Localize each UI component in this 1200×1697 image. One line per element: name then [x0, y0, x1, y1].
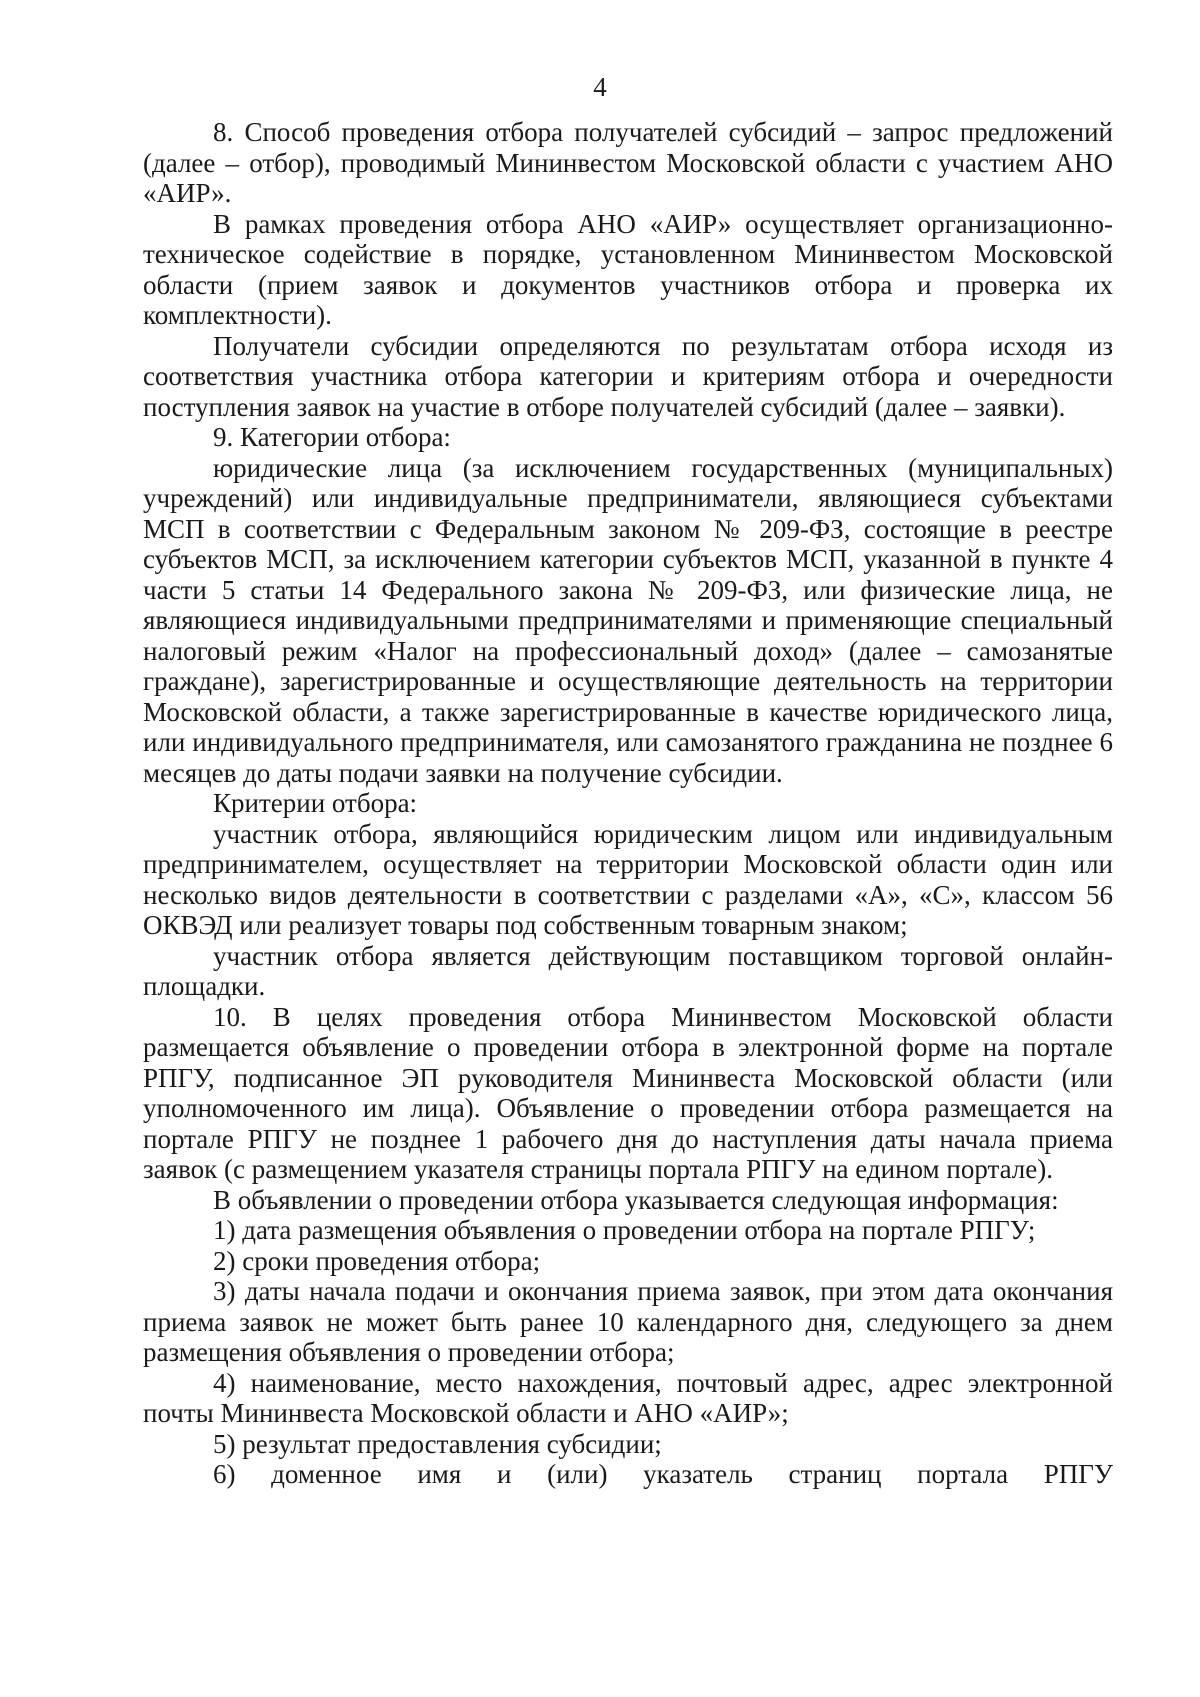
list-item-4: 4) наименование, место нахождения, почтовый адрес, адрес электронной почты Мининвеста Московской области и АНО «АИР»;: [143, 1367, 1113, 1428]
list-item-2: 2) сроки проведения отбора;: [213, 1245, 541, 1276]
paragraph-announcement-info: В объявлении о проведении отбора указывается следующая информация:: [213, 1184, 1059, 1215]
paragraph-categories: юридические лица (за исключением государственных (муниципальных) учреждений) или индивидуальные предприниматели, являющиеся субъектами МСП в соответствии с Федеральным законом № 209-ФЗ, состоящие в реестре субъектов МСП, за исключением категории субъектов МСП, указанной в пункте 4 части 5 статьи 14 Федерального закона № 209-ФЗ, или физические лица, не являющиеся индивидуальными предпринимателями и применяющие специальный налоговый режим «Налог на профессиональный доход» (далее – самозанятые граждане), зарегистрированные и осуществляющие деятельность на территории Московской области, а также зарегистрированные в качестве юридического лица, или индивидуального предпринимателя, или самозанятого гражданина не позднее 6 месяцев до даты подачи заявки на получение субсидии.: [143, 452, 1113, 788]
page-number: 4: [593, 72, 607, 102]
paragraph-recipients: Получатели субсидии определяются по результатам отбора исходя из соответствия участника отбора категории и критериям отбора и очередности поступления заявок на участие в отборе получателей субсидий (далее – заявки).: [143, 330, 1113, 422]
list-item-1: 1) дата размещения объявления о проведении отбора на портале РПГУ;: [213, 1215, 1036, 1245]
paragraph-8: 8. Способ проведения отбора получателей субсидий – запрос предложений (далее – отбор), проводимый Мининвестом Московской области с участием АНО «АИР».: [143, 117, 1113, 208]
list-item-6: 6) доменное имя и (или) указатель страниц портала РПГУ: [213, 1459, 1113, 1489]
paragraph-10: 10. В целях проведения отбора Мининвестом Московской области размещается объявление о проведении отбора в электронной форме на портале РПГУ, подписанное ЭП руководителя Мининвеста Московской области (или уполномоченного им лица). Объявление о проведении отбора размещается на портале РПГУ не позднее 1 рабочего дня до наступления даты начала приема заявок (с размещением указателя страницы портала РПГУ на едином портале).: [143, 1001, 1113, 1184]
document-body: [143, 117, 1113, 1490]
paragraph-air-support: В рамках проведения отбора АНО «АИР» осуществляет организационно-техническое содействие в порядке, установленном Мининвестом Московской области (прием заявок и документов участников отбора и проверка их комплектности).: [143, 208, 1113, 330]
paragraph-criterion-2: участник отбора является действующим поставщиком торговой онлайн-площадки.: [143, 940, 1113, 1001]
list-item-5: 5) результат предоставления субсидии;: [213, 1428, 662, 1459]
list-item-3: 3) даты начала подачи и окончания приема заявок, при этом дата окончания приема заявок не может быть ранее 10 календарного дня, следующего за днем размещения объявления о проведении отбора;: [143, 1276, 1113, 1367]
paragraph-criterion-1: участник отбора, являющийся юридическим лицом или индивидуальным предпринимателем, осуществляет на территории Московской области один или несколько видов деятельности в соответствии с разделами «А», «С», классом 56 ОКВЭД или реализует товары под собственным товарным знаком;: [143, 818, 1113, 940]
paragraph-9-heading: 9. Категории отбора:: [213, 422, 451, 452]
paragraph-criteria-heading: Критерии отбора:: [213, 788, 418, 818]
